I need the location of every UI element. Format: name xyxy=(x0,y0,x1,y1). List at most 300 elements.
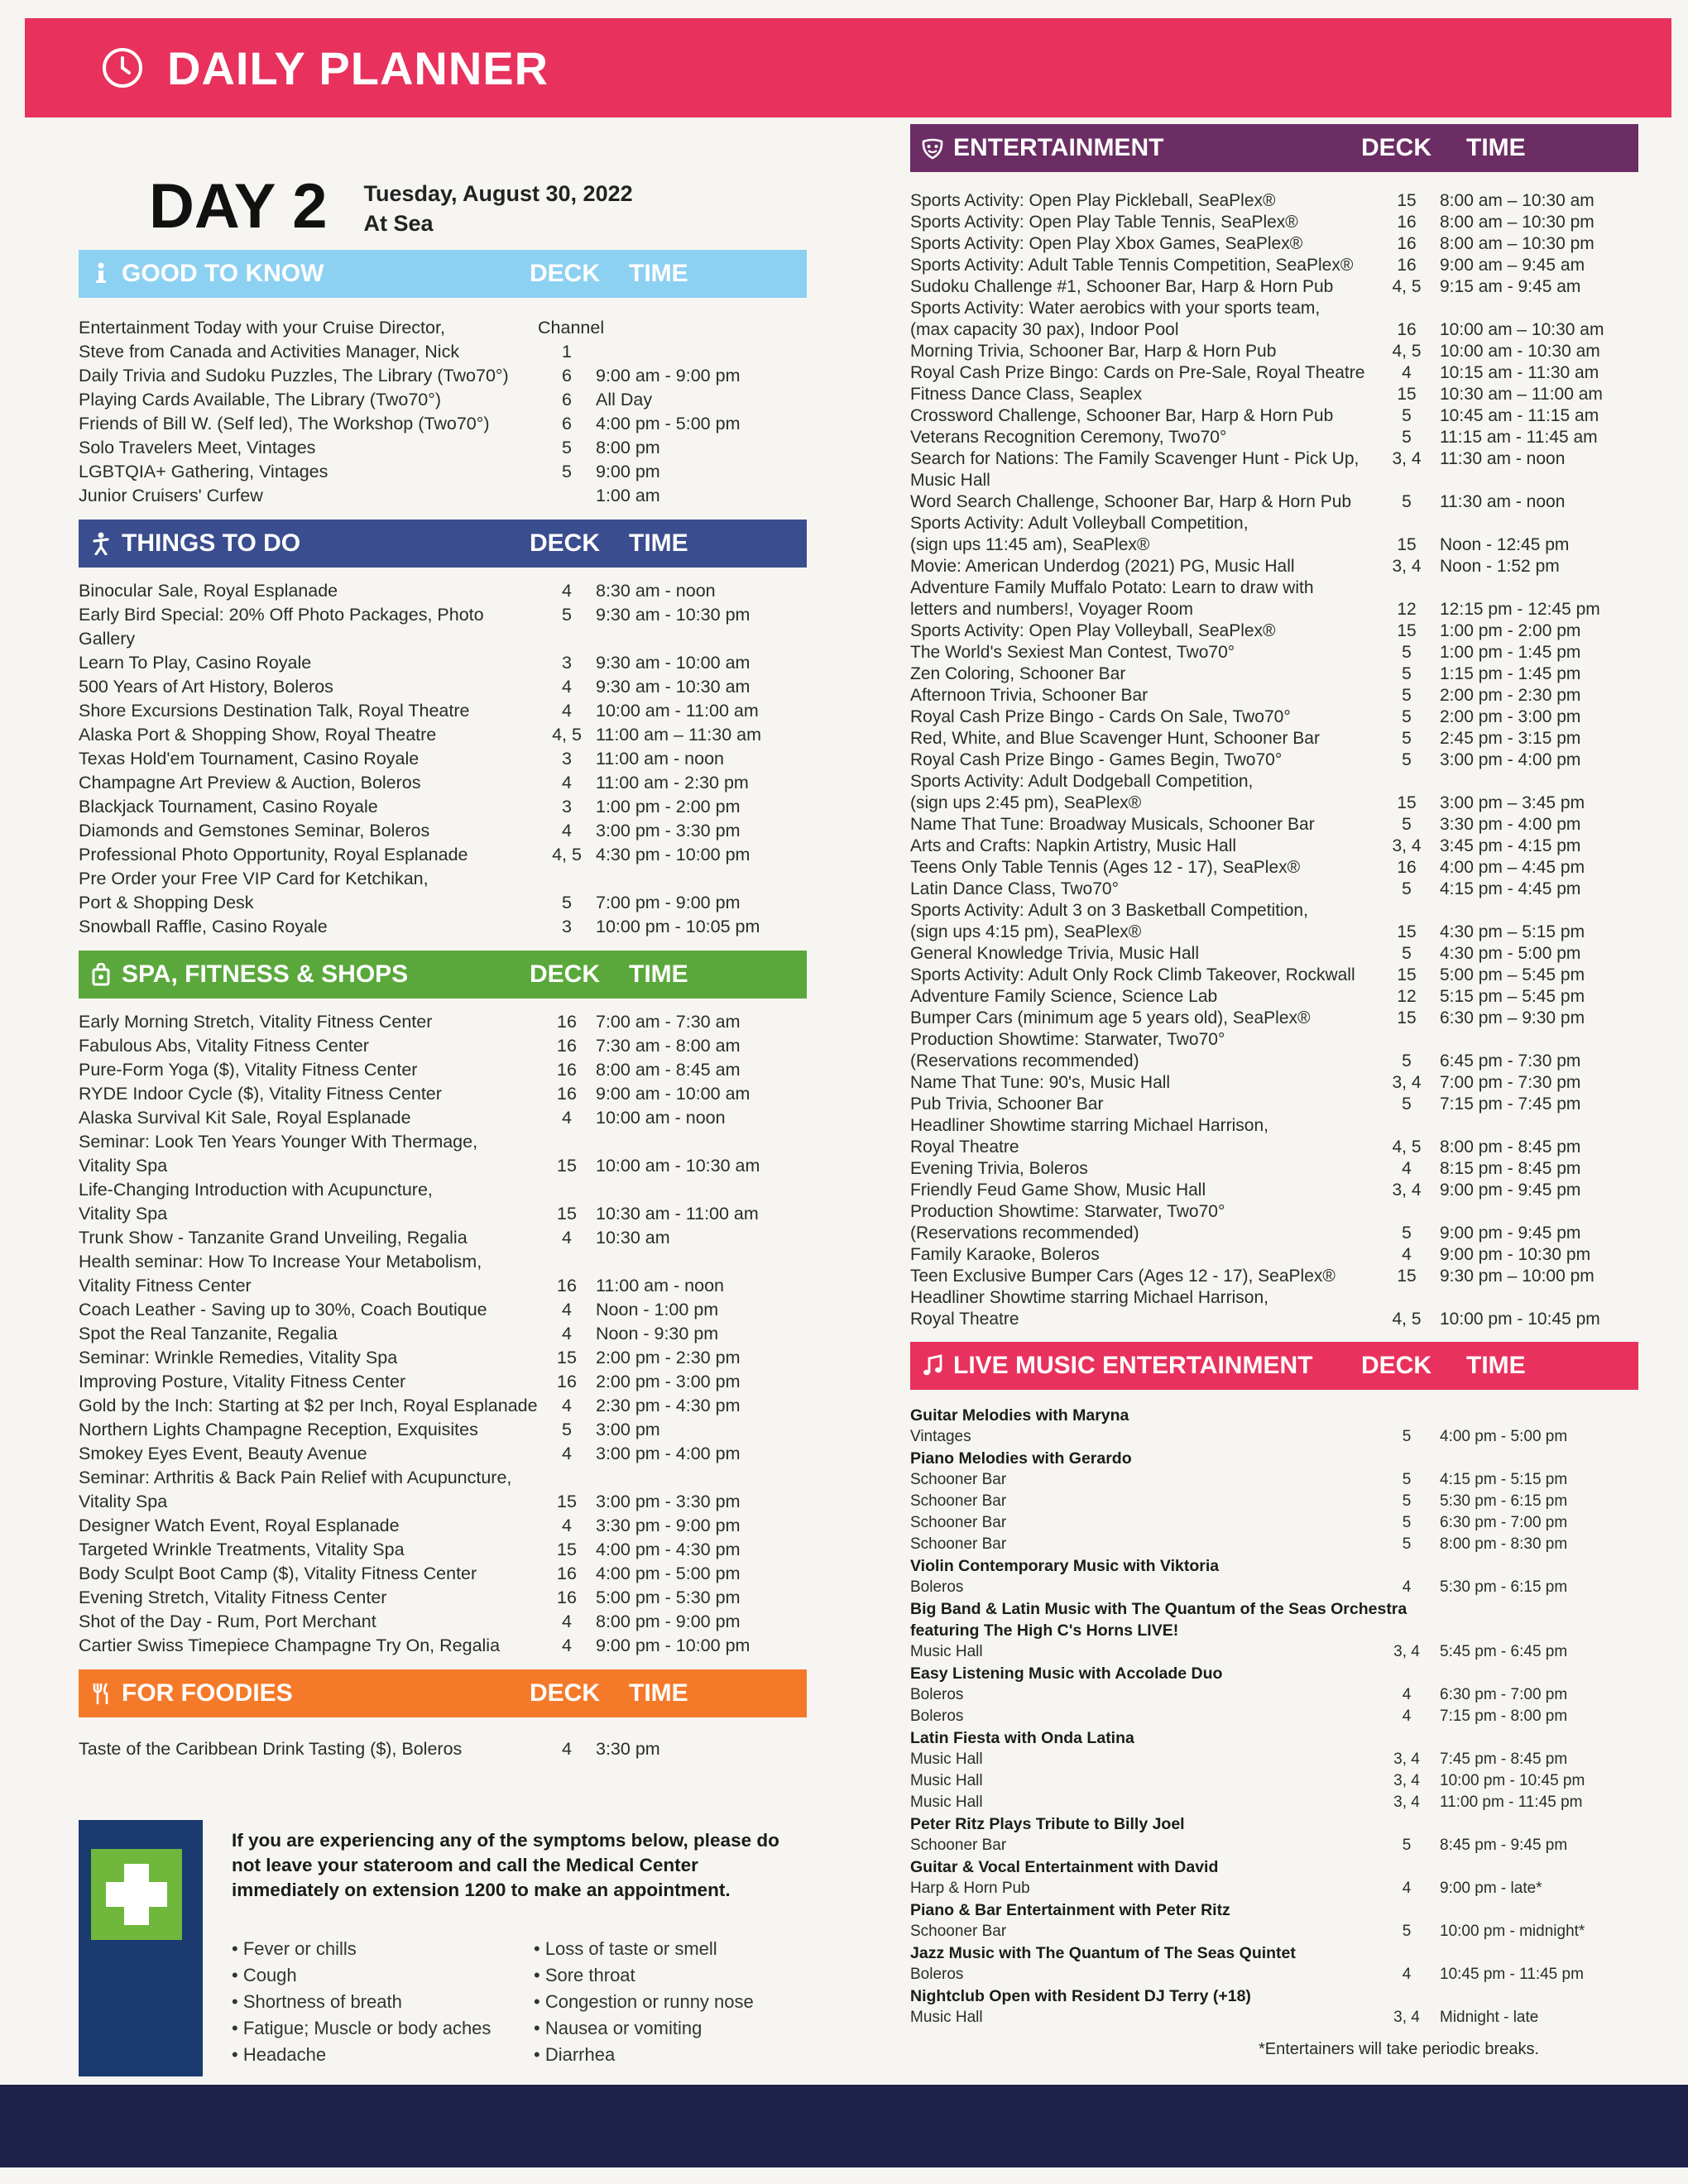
event-time: 6:30 pm – 9:30 pm xyxy=(1440,1008,1585,1027)
day-label: DAY 2 xyxy=(149,171,328,242)
performer-name: Guitar Melodies with Maryna xyxy=(910,1406,1129,1425)
event-deck: 4, 5 xyxy=(1392,1138,1422,1157)
event-name: Targeted Wrinkle Treatments, Vitality Spa xyxy=(79,1540,405,1559)
event-name: Royal Cash Prize Bingo - Games Begin, Two70° xyxy=(910,750,1283,769)
event-deck: 5 xyxy=(562,1420,572,1439)
medical-message: If you are experiencing any of the symptoms below, please do not leave your stateroom and call the Medical Center immediately on extension 1200 to make an appointment. xyxy=(232,1830,779,1900)
music-row xyxy=(910,2007,1638,2028)
event-deck: 16 xyxy=(1397,858,1417,877)
event-deck: 5 xyxy=(1402,492,1412,511)
event-time: 8:00 am - 8:45 am xyxy=(596,1060,741,1080)
event-time: 4:30 pm - 5:00 pm xyxy=(1440,944,1581,963)
event-time: 4:00 pm - 5:00 pm xyxy=(596,414,741,433)
event-name: Improving Posture, Vitality Fitness Center xyxy=(79,1372,406,1391)
entertainment-title: ENTERTAINMENT xyxy=(953,134,1164,161)
event-name: Afternoon Trivia, Schooner Bar xyxy=(910,686,1149,705)
schedule-row xyxy=(79,1418,807,1442)
event-name: Search for Nations: The Family Scavenger Hunt - Pick Up, Music Hall xyxy=(910,449,1360,490)
event-name: Adventure Family Science, Science Lab xyxy=(910,987,1218,1006)
schedule-row xyxy=(79,819,807,843)
music-row xyxy=(910,1792,1638,1813)
event-time: 9:30 am - 10:00 am xyxy=(596,653,750,673)
schedule-row xyxy=(910,642,1638,663)
event-deck: 12 xyxy=(1397,987,1417,1006)
schedule-row xyxy=(79,1466,807,1514)
music-deck: 4 xyxy=(1402,1966,1412,1983)
schedule-row xyxy=(79,915,807,939)
event-deck: 4 xyxy=(562,1516,572,1535)
music-deck: 5 xyxy=(1402,1837,1412,1854)
event-name: Production Showtime: Starwater, Two70° (Reservations recommended) xyxy=(910,1202,1225,1243)
right-column xyxy=(910,124,1638,2059)
event-name: Seminar: Look Ten Years Younger With Thermage, Vitality Spa xyxy=(79,1132,478,1176)
event-time: Noon - 1:00 pm xyxy=(596,1300,719,1320)
music-time: 4:15 pm - 5:15 pm xyxy=(1440,1471,1568,1488)
event-deck: 5 xyxy=(1402,879,1412,898)
schedule-row xyxy=(910,986,1638,1008)
event-deck: 3, 4 xyxy=(1392,1181,1422,1200)
clock-icon xyxy=(99,45,146,91)
music-venue: Vintages xyxy=(910,1428,971,1445)
event-deck: 16 xyxy=(1397,320,1417,339)
event-deck: 6 xyxy=(562,366,572,386)
music-row xyxy=(910,1641,1638,1663)
symptom-item: • Loss of taste or smell xyxy=(534,1938,717,1959)
event-time: Noon - 12:45 pm xyxy=(1440,535,1570,554)
event-deck: 15 xyxy=(1397,1008,1417,1027)
event-name: Seminar: Arthritis & Back Pain Relief with Acupuncture, Vitality Spa xyxy=(79,1468,512,1511)
music-time: 11:00 pm - 11:45 pm xyxy=(1440,1794,1583,1811)
schedule-row xyxy=(910,1201,1638,1244)
event-time: 2:30 pm - 4:30 pm xyxy=(596,1396,741,1415)
event-time: Noon - 9:30 pm xyxy=(596,1324,719,1343)
event-time: 9:30 pm – 10:00 pm xyxy=(1440,1267,1594,1286)
schedule-row xyxy=(79,699,807,723)
event-time: 2:00 pm - 2:30 pm xyxy=(1440,686,1581,705)
event-time: 4:00 pm - 4:30 pm xyxy=(596,1540,741,1559)
event-name: Champagne Art Preview & Auction, Boleros xyxy=(79,773,421,793)
deck-column-header: DECK xyxy=(530,1679,601,1707)
music-row xyxy=(910,1534,1638,1555)
symptom-item: • Sore throat xyxy=(534,1965,635,1985)
schedule-row xyxy=(910,728,1638,750)
music-time: 6:30 pm - 7:00 pm xyxy=(1440,1686,1568,1703)
music-time: 7:45 pm - 8:45 pm xyxy=(1440,1751,1568,1768)
event-name: Sports Activity: Adult Volleyball Competition, (sign ups 11:45 am), SeaPlex® xyxy=(910,514,1249,554)
event-time: 11:30 am - noon xyxy=(1440,492,1566,511)
event-name: Name That Tune: 90's, Music Hall xyxy=(910,1073,1171,1092)
event-time: 9:00 pm xyxy=(596,462,660,481)
schedule-row xyxy=(910,255,1638,276)
event-time: 2:00 pm - 3:00 pm xyxy=(1440,707,1581,726)
event-time: 10:30 am - 11:00 am xyxy=(596,1204,759,1224)
event-deck: 5 xyxy=(562,893,572,912)
event-time: 1:00 pm - 2:00 pm xyxy=(1440,621,1581,640)
entertainment-list xyxy=(910,190,1638,1330)
event-time: 10:30 am xyxy=(596,1228,670,1248)
event-time: 4:15 pm - 4:45 pm xyxy=(1440,879,1581,898)
event-time: 9:00 pm - 9:45 pm xyxy=(1440,1181,1581,1200)
event-deck: 5 xyxy=(1402,686,1412,705)
time-column-header: TIME xyxy=(629,1679,688,1707)
music-deck: 3, 4 xyxy=(1393,1751,1420,1768)
deck-column-header: DECK xyxy=(1361,1352,1432,1379)
schedule-row xyxy=(910,1094,1638,1115)
event-deck: 3, 4 xyxy=(1392,557,1422,576)
event-deck: 15 xyxy=(1397,793,1417,812)
event-deck: 4 xyxy=(562,1636,572,1655)
event-deck: 4 xyxy=(1402,1159,1412,1178)
music-row xyxy=(910,1770,1638,1792)
schedule-row xyxy=(910,341,1638,362)
event-name: Adventure Family Muffalo Potato: Learn to draw with letters and numbers!, Voyager Room xyxy=(910,578,1314,619)
schedule-row xyxy=(910,706,1638,728)
event-name: Entertainment Today with your Cruise Director, Steve from Canada and Activities Manager, Nick xyxy=(79,318,460,362)
event-time: 2:45 pm - 3:15 pm xyxy=(1440,729,1581,748)
event-deck: 4 xyxy=(1402,1245,1412,1264)
event-name: Health seminar: How To Increase Your Metabolism, Vitality Fitness Center xyxy=(79,1252,482,1296)
event-name: Friendly Feud Game Show, Music Hall xyxy=(910,1181,1206,1200)
event-deck: 15 xyxy=(1397,965,1417,984)
music-venue: Schooner Bar xyxy=(910,1471,1007,1488)
event-deck: 4, 5 xyxy=(1392,1310,1422,1329)
live-music-title: LIVE MUSIC ENTERTAINMENT xyxy=(953,1352,1313,1379)
event-deck: 3, 4 xyxy=(1392,449,1422,468)
schedule-row xyxy=(910,943,1638,965)
event-deck: 5 xyxy=(562,462,572,481)
event-name: Shore Excursions Destination Talk, Royal Theatre xyxy=(79,701,470,721)
music-row xyxy=(910,1491,1638,1512)
schedule-row xyxy=(79,1034,807,1058)
event-deck: 5 xyxy=(1402,729,1412,748)
event-time: 9:30 am - 10:30 pm xyxy=(596,605,750,625)
entertainers-note: *Entertainers will take periodic breaks. xyxy=(1258,2040,1539,2058)
foodies-list xyxy=(79,1737,807,1761)
schedule-row xyxy=(79,1322,807,1346)
music-row xyxy=(910,1426,1638,1448)
event-deck: 3 xyxy=(562,749,572,769)
event-time: 3:30 pm xyxy=(596,1739,660,1759)
event-time: 10:00 am - noon xyxy=(596,1108,726,1128)
event-name: Smokey Eyes Event, Beauty Avenue xyxy=(79,1444,367,1463)
performer-name: Violin Contemporary Music with Viktoria xyxy=(910,1557,1220,1575)
symptom-item: • Congestion or runny nose xyxy=(534,1991,754,2012)
things-to-do-list xyxy=(79,579,807,939)
event-name: Sports Activity: Open Play Xbox Games, SeaPlex® xyxy=(910,234,1303,253)
event-deck: Channel 1 xyxy=(538,318,605,362)
event-name: Cartier Swiss Timepiece Champagne Try On, Regalia xyxy=(79,1636,501,1655)
music-deck: 5 xyxy=(1402,1471,1412,1488)
event-name: Bumper Cars (minimum age 5 years old), SeaPlex® xyxy=(910,1008,1311,1027)
schedule-row xyxy=(910,427,1638,448)
music-row xyxy=(910,1684,1638,1706)
event-name: Alaska Survival Kit Sale, Royal Esplanade xyxy=(79,1108,411,1128)
event-time: 10:15 am - 11:30 am xyxy=(1440,363,1599,382)
music-venue: Boleros xyxy=(910,1578,964,1596)
event-time: 3:00 pm – 3:45 pm xyxy=(1440,793,1585,812)
music-venue: Schooner Bar xyxy=(910,1492,1007,1510)
event-deck: 5 xyxy=(1402,707,1412,726)
schedule-row xyxy=(910,1115,1638,1158)
schedule-row xyxy=(79,1178,807,1226)
event-name: Playing Cards Available, The Library (Two70°) xyxy=(79,390,442,410)
event-time: 8:00 pm - 9:00 pm xyxy=(596,1612,741,1631)
medical-box xyxy=(79,1820,203,2076)
event-name: Teen Exclusive Bumper Cars (Ages 12 - 17), SeaPlex® xyxy=(910,1267,1336,1286)
schedule-row xyxy=(910,1244,1638,1266)
event-name: Spot the Real Tanzanite, Regalia xyxy=(79,1324,338,1343)
event-time: 10:45 am - 11:15 am xyxy=(1440,406,1599,425)
music-venue: Music Hall xyxy=(910,1772,983,1789)
day-date-block xyxy=(364,179,633,238)
event-time: 2:00 pm - 2:30 pm xyxy=(596,1348,741,1367)
schedule-row xyxy=(910,1266,1638,1287)
info-icon xyxy=(89,261,113,286)
event-time: All Day xyxy=(596,390,653,410)
event-time: 10:00 pm - 10:45 pm xyxy=(1440,1310,1600,1329)
event-time: 10:30 am – 11:00 am xyxy=(1440,385,1603,404)
schedule-row xyxy=(910,577,1638,620)
schedule-row xyxy=(910,750,1638,771)
schedule-row xyxy=(79,1226,807,1250)
schedule-row xyxy=(79,1562,807,1586)
event-name: Early Bird Special: 20% Off Photo Packages, Photo Gallery xyxy=(79,605,484,649)
event-deck: 5 xyxy=(1402,1051,1412,1070)
schedule-row xyxy=(79,675,807,699)
music-venue: Schooner Bar xyxy=(910,1923,1007,1940)
music-venue: Schooner Bar xyxy=(910,1535,1007,1553)
schedule-row xyxy=(79,1250,807,1298)
event-name: Seminar: Wrinkle Remedies, Vitality Spa xyxy=(79,1348,398,1367)
schedule-row xyxy=(910,190,1638,212)
schedule-row xyxy=(79,795,807,819)
schedule-row xyxy=(79,867,807,915)
event-time: 11:00 am – 11:30 am xyxy=(596,725,761,745)
music-deck: 5 xyxy=(1402,1428,1412,1445)
event-deck: 4 xyxy=(562,581,572,601)
event-deck: 16 xyxy=(557,1084,577,1104)
event-name: Headliner Showtime starring Michael Harrison, Royal Theatre xyxy=(910,1116,1269,1157)
event-time: 3:00 pm - 3:30 pm xyxy=(596,1492,741,1511)
event-name: Crossword Challenge, Schooner Bar, Harp & Horn Pub xyxy=(910,406,1334,425)
performer-name: Piano Melodies with Gerardo xyxy=(910,1449,1132,1468)
music-time: 8:00 pm - 8:30 pm xyxy=(1440,1535,1568,1553)
event-deck: 5 xyxy=(1402,944,1412,963)
event-name: Junior Cruisers' Curfew xyxy=(79,486,263,505)
event-name: Body Sculpt Boot Camp ($), Vitality Fitness Center xyxy=(79,1564,477,1583)
event-deck: 5 xyxy=(1402,664,1412,683)
event-time: 5:15 pm – 5:45 pm xyxy=(1440,987,1585,1006)
event-name: Name That Tune: Broadway Musicals, Schooner Bar xyxy=(910,815,1315,834)
good-to-know-header xyxy=(79,250,807,298)
schedule-row xyxy=(79,1106,807,1130)
music-deck: 3, 4 xyxy=(1393,1772,1420,1789)
foodies-title: FOR FOODIES xyxy=(122,1679,293,1707)
schedule-row xyxy=(910,879,1638,900)
schedule-row xyxy=(910,685,1638,706)
music-time: 4:00 pm - 5:00 pm xyxy=(1440,1428,1568,1445)
schedule-row xyxy=(910,965,1638,986)
event-time: 4:30 pm – 5:15 pm xyxy=(1440,922,1585,941)
event-name: Family Karaoke, Boleros xyxy=(910,1245,1100,1264)
event-name: Arts and Crafts: Napkin Artistry, Music Hall xyxy=(910,836,1237,855)
event-time: 7:30 am - 8:00 am xyxy=(596,1036,741,1056)
event-name: Life-Changing Introduction with Acupuncture, Vitality Spa xyxy=(79,1180,433,1224)
footer-bar xyxy=(0,2085,1688,2167)
music-deck: 5 xyxy=(1402,1535,1412,1553)
schedule-row xyxy=(79,1514,807,1538)
event-time: 8:00 am – 10:30 am xyxy=(1440,191,1594,210)
event-deck: 4 xyxy=(562,701,572,721)
schedule-row xyxy=(79,1010,807,1034)
event-time: 3:45 pm - 4:15 pm xyxy=(1440,836,1581,855)
schedule-row xyxy=(79,436,807,460)
event-deck: 15 xyxy=(1397,535,1417,554)
things-to-do-header xyxy=(79,520,807,568)
event-time: 3:30 pm - 4:00 pm xyxy=(1440,815,1581,834)
event-deck: 16 xyxy=(557,1060,577,1080)
event-deck: 4 xyxy=(562,1228,572,1248)
event-name: General Knowledge Trivia, Music Hall xyxy=(910,944,1199,963)
schedule-row xyxy=(79,1586,807,1610)
event-deck: 5 xyxy=(1402,643,1412,662)
schedule-row xyxy=(910,1287,1638,1330)
symptom-item: • Nausea or vomiting xyxy=(534,2018,703,2038)
event-name: Sports Activity: Open Play Volleyball, SeaPlex® xyxy=(910,621,1276,640)
symptom-item: • Fatigue; Muscle or body aches xyxy=(232,2018,492,2038)
good-to-know-title: GOOD TO KNOW xyxy=(122,260,324,287)
event-time: 3:00 pm - 4:00 pm xyxy=(1440,750,1581,769)
music-deck: 5 xyxy=(1402,1514,1412,1531)
music-venue: Music Hall xyxy=(910,2009,983,2026)
schedule-row xyxy=(910,276,1638,298)
event-name: Sports Activity: Adult Table Tennis Competition, SeaPlex® xyxy=(910,256,1354,275)
event-name: Diamonds and Gemstones Seminar, Boleros xyxy=(79,821,430,841)
music-deck: 3, 4 xyxy=(1393,1794,1420,1811)
event-deck: 5 xyxy=(1402,428,1412,447)
event-deck: 15 xyxy=(1397,385,1417,404)
event-time: 11:00 am - noon xyxy=(596,749,724,769)
event-name: Sports Activity: Open Play Table Tennis, SeaPlex® xyxy=(910,213,1298,232)
event-time: 4:30 pm - 10:00 pm xyxy=(596,845,750,864)
music-time: 10:45 pm - 11:45 pm xyxy=(1440,1966,1584,1983)
event-time: 8:00 am – 10:30 pm xyxy=(1440,234,1594,253)
event-deck: 15 xyxy=(557,1204,577,1224)
live-music-list xyxy=(910,1405,1638,2028)
music-venue: Schooner Bar xyxy=(910,1514,1007,1531)
performer-name: Big Band & Latin Music with The Quantum of the Seas Orchestra featuring The High C's Horns LIVE! xyxy=(910,1600,1407,1640)
deck-column-header: DECK xyxy=(530,260,601,287)
event-time: 8:15 pm - 8:45 pm xyxy=(1440,1159,1581,1178)
event-name: Friends of Bill W. (Self led), The Workshop (Two70°) xyxy=(79,414,490,433)
event-deck: 16 xyxy=(1397,213,1417,232)
event-name: Northern Lights Champagne Reception, Exquisites xyxy=(79,1420,478,1439)
event-deck: 3 xyxy=(562,653,572,673)
music-note-icon xyxy=(920,1353,945,1378)
event-deck: 16 xyxy=(557,1588,577,1607)
schedule-row xyxy=(910,1029,1638,1072)
schedule-row xyxy=(910,900,1638,943)
event-name: RYDE Indoor Cycle ($), Vitality Fitness Center xyxy=(79,1084,442,1104)
event-time: 9:00 pm - 10:30 pm xyxy=(1440,1245,1591,1264)
time-column-header: TIME xyxy=(629,529,688,557)
things-to-do-title: THINGS TO DO xyxy=(122,529,301,557)
music-venue: Music Hall xyxy=(910,1751,983,1768)
music-row xyxy=(910,1749,1638,1770)
schedule-row xyxy=(79,1082,807,1106)
event-name: Royal Cash Prize Bingo - Cards On Sale, Two70° xyxy=(910,707,1291,726)
event-name: Red, White, and Blue Scavenger Hunt, Schooner Bar xyxy=(910,729,1320,748)
spa-title: SPA, FITNESS & SHOPS xyxy=(122,960,409,988)
schedule-row xyxy=(79,1298,807,1322)
event-time: 9:00 am - 9:00 pm xyxy=(596,366,741,386)
event-deck: 4 xyxy=(1402,363,1412,382)
event-time: 8:00 pm - 8:45 pm xyxy=(1440,1138,1581,1157)
schedule-row xyxy=(910,814,1638,836)
event-deck: 16 xyxy=(557,1276,577,1296)
schedule-row xyxy=(79,723,807,747)
schedule-row xyxy=(910,212,1638,233)
event-name: Evening Stretch, Vitality Fitness Center xyxy=(79,1588,387,1607)
event-deck: 4 xyxy=(562,1108,572,1128)
event-time: 3:00 pm - 4:00 pm xyxy=(596,1444,741,1463)
event-deck: 4, 5 xyxy=(552,845,582,864)
event-time: 7:15 pm - 7:45 pm xyxy=(1440,1094,1581,1114)
day-heading xyxy=(149,171,807,242)
event-time: 10:00 am – 10:30 am xyxy=(1440,320,1604,339)
event-deck: 15 xyxy=(557,1492,577,1511)
event-name: Latin Dance Class, Two70° xyxy=(910,879,1119,898)
event-time: 8:00 am – 10:30 pm xyxy=(1440,213,1594,232)
spa-list xyxy=(79,1010,807,1658)
event-deck: 15 xyxy=(557,1540,577,1559)
music-row xyxy=(910,1878,1638,1899)
schedule-row xyxy=(910,233,1638,255)
good-to-know-list xyxy=(79,316,807,508)
event-name: Learn To Play, Casino Royale xyxy=(79,653,312,673)
event-deck: 5 xyxy=(1402,815,1412,834)
event-deck: 3, 4 xyxy=(1392,1073,1422,1092)
event-name: LGBTQIA+ Gathering, Vintages xyxy=(79,462,328,481)
symptom-item: • Headache xyxy=(232,2044,327,2065)
event-name: Solo Travelers Meet, Vintages xyxy=(79,438,316,457)
time-column-header: TIME xyxy=(1466,134,1526,161)
event-name: Blackjack Tournament, Casino Royale xyxy=(79,797,378,817)
event-name: Fitness Dance Class, Seaplex xyxy=(910,385,1143,404)
event-name: Morning Trivia, Schooner Bar, Harp & Horn Pub xyxy=(910,342,1277,361)
event-time: 4:00 pm - 5:00 pm xyxy=(596,1564,741,1583)
event-name: Headliner Showtime starring Michael Harrison, Royal Theatre xyxy=(910,1288,1269,1329)
music-venue: Music Hall xyxy=(910,1643,983,1660)
schedule-row xyxy=(79,484,807,508)
music-row xyxy=(910,1921,1638,1942)
event-deck: 15 xyxy=(1397,922,1417,941)
schedule-row xyxy=(79,1538,807,1562)
music-time: 10:00 pm - midnight* xyxy=(1440,1923,1585,1940)
event-name: Veterans Recognition Ceremony, Two70° xyxy=(910,428,1227,447)
page-title: DAILY PLANNER xyxy=(167,41,549,94)
event-name: Pre Order your Free VIP Card for Ketchikan, Port & Shopping Desk xyxy=(79,869,429,912)
event-time: 3:00 pm xyxy=(596,1420,660,1439)
event-deck: 5 xyxy=(562,605,572,625)
music-venue: Boleros xyxy=(910,1686,964,1703)
event-deck: 4, 5 xyxy=(1392,342,1422,361)
music-venue: Harp & Horn Pub xyxy=(910,1880,1030,1897)
performer-name: Peter Ritz Plays Tribute to Billy Joel xyxy=(910,1815,1185,1833)
event-deck: 5 xyxy=(562,438,572,457)
event-name: Sports Activity: Adult Dodgeball Competition, (sign ups 2:45 pm), SeaPlex® xyxy=(910,772,1254,812)
music-time: 5:45 pm - 6:45 pm xyxy=(1440,1643,1568,1660)
